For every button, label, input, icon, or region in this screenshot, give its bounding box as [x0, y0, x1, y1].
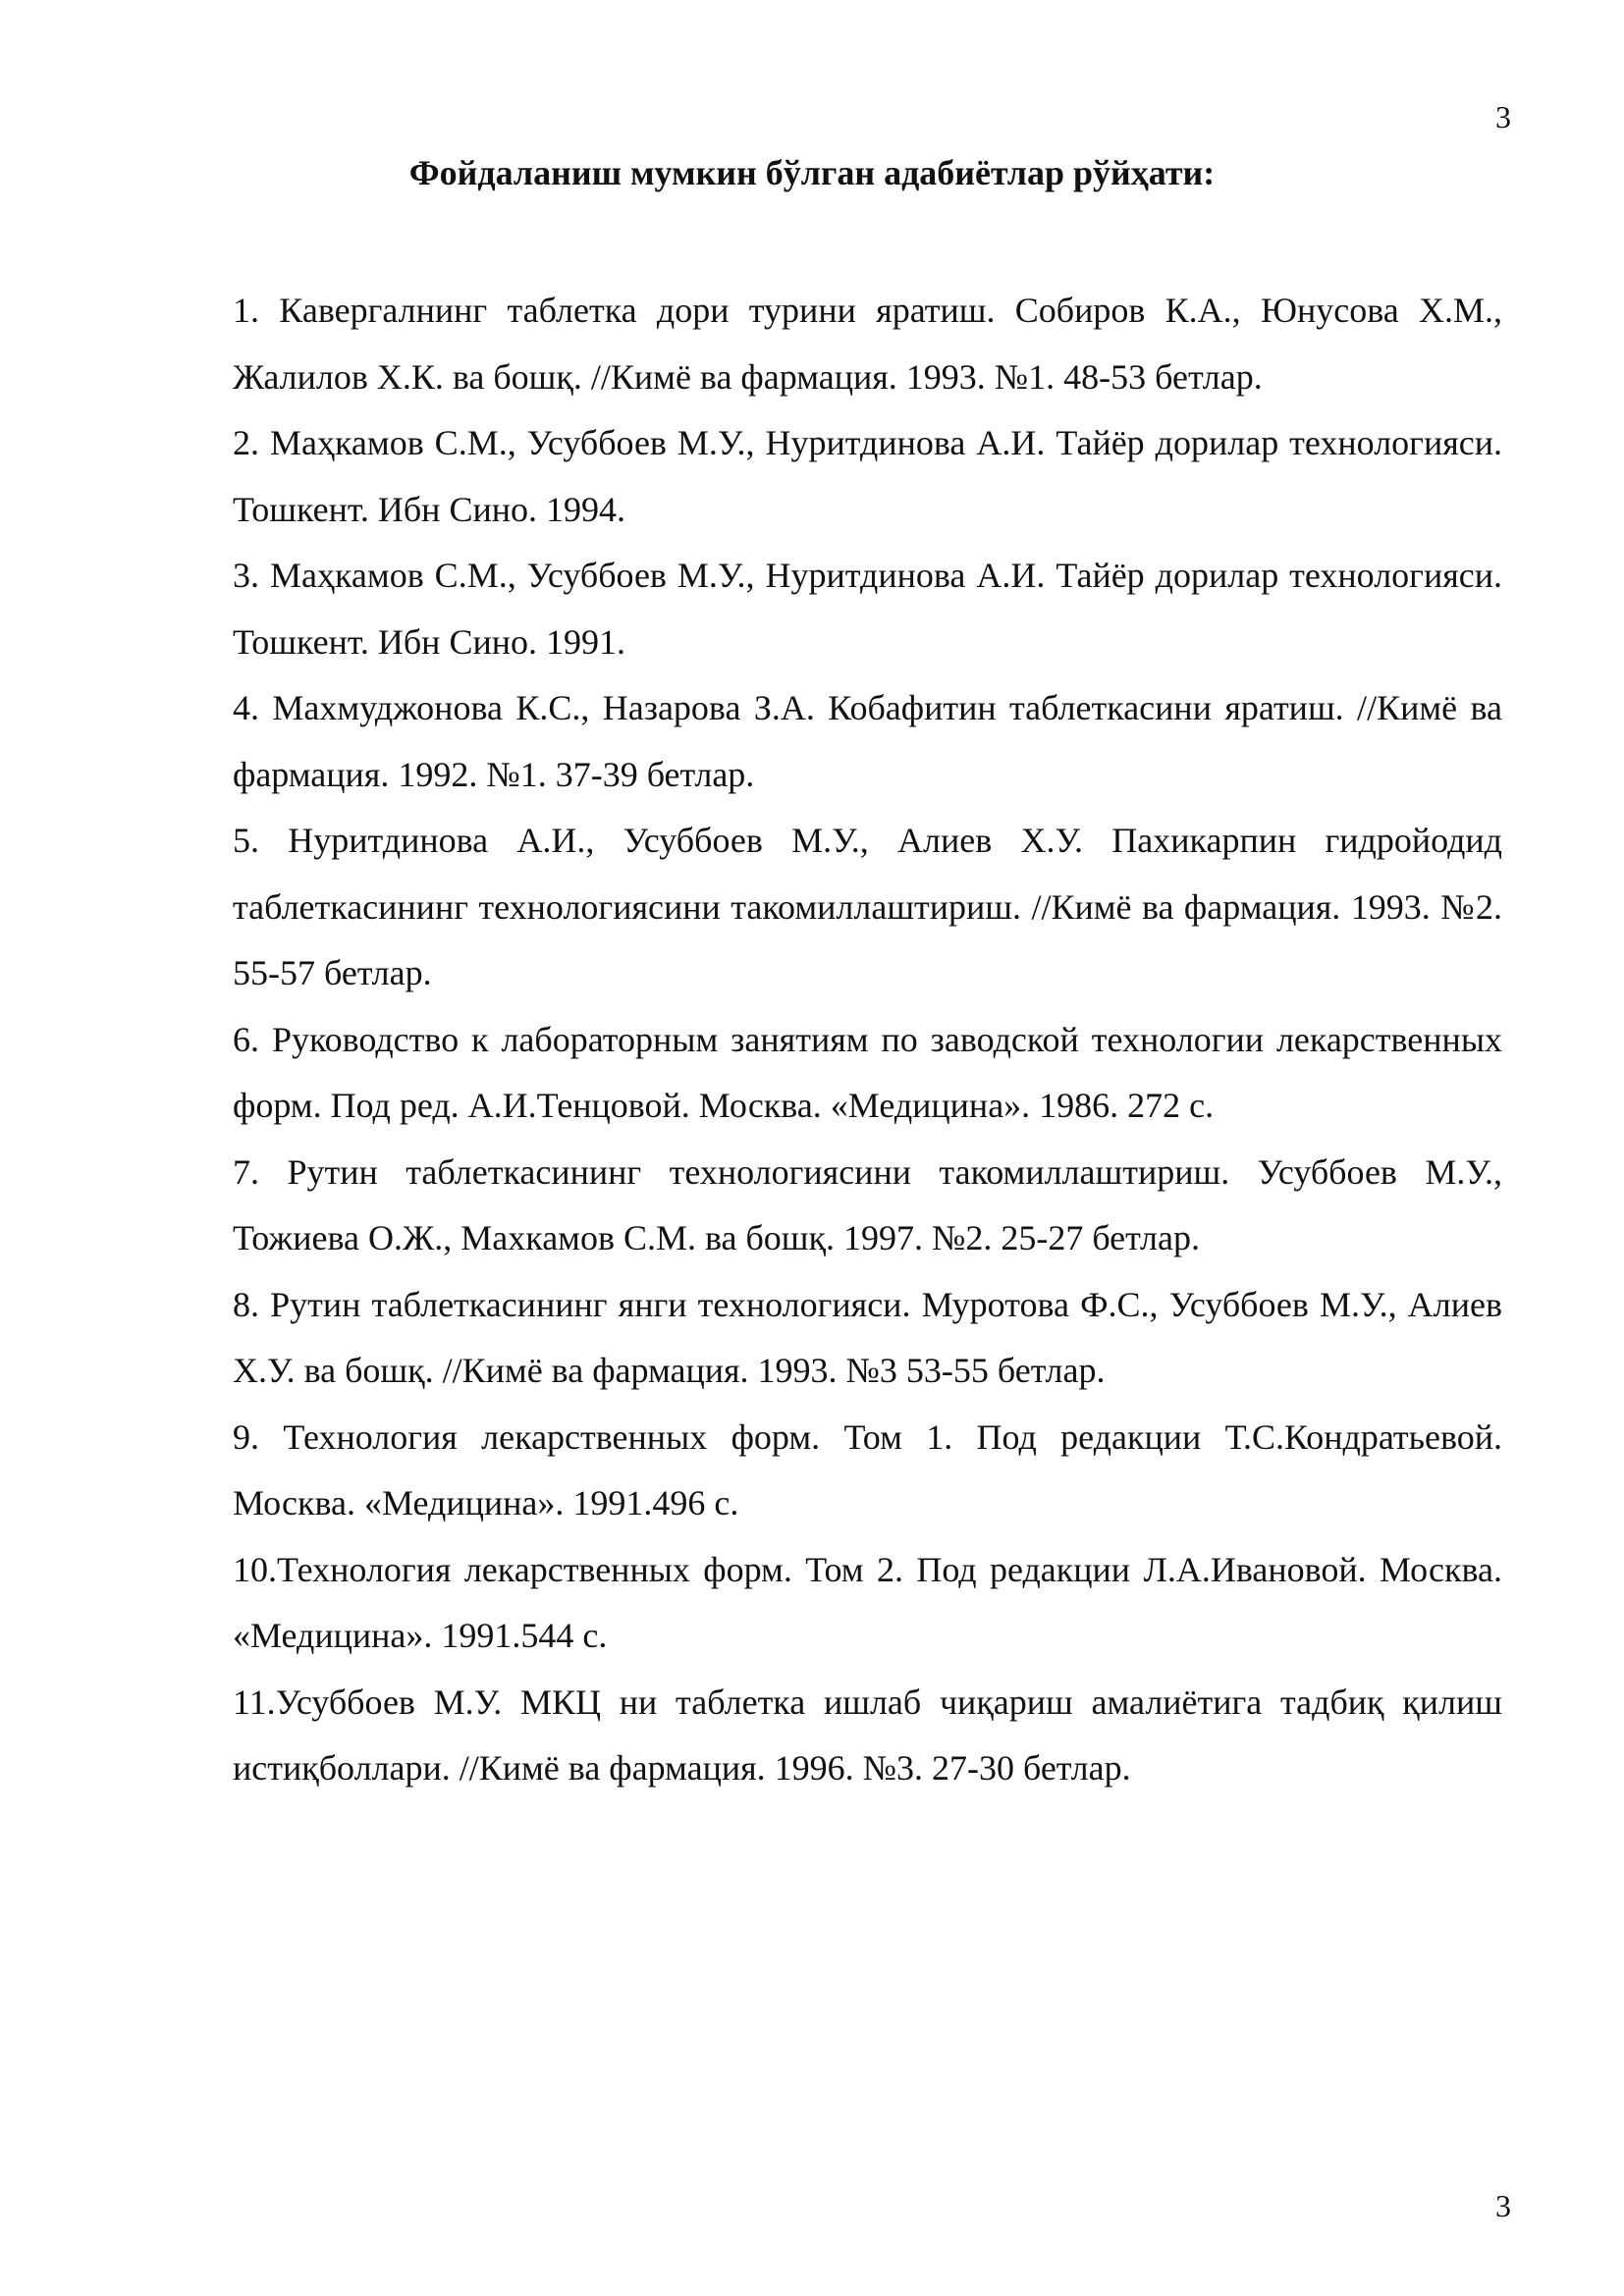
reference-item: [233, 1272, 1502, 1405]
reference-text: Усуббоев М.У. МКЦ ни таблетка ишлаб чиқариш амалиётига тадбиқ қилиш истиқболлари. //Кимё ва фармация. 1996. №3. 27-30 бетлар.: [233, 1682, 1502, 1788]
reference-text: Махмуджонова К.С., Назарова З.А. Кобафитин таблеткасини яратиш. //Кимё ва фармация. 1992. №1. 37-39 бетлар.: [233, 688, 1502, 794]
reference-item: [233, 543, 1502, 675]
reference-number: 3.: [233, 556, 270, 595]
reference-number: 1.: [233, 291, 280, 330]
reference-number: 5.: [233, 821, 289, 860]
reference-text: Маҳкамов С.М., Усуббоев М.У., Нуритдинова А.И. Тайёр дорилар технологияси. Тошкент. Ибн Сино. 1991.: [233, 556, 1503, 662]
reference-text: Рутин таблеткасининг технологиясини такомиллаштириш. Усуббоев М.У., Тожиева О.Ж., Махкамов С.М. ва бошқ. 1997. №2. 25-27 бетлар.: [233, 1151, 1502, 1257]
reference-number: 6.: [233, 1019, 272, 1059]
page-number-bottom: 3: [1495, 2188, 1511, 2223]
reference-text: Технология лекарственных форм. Том 1. Под редакции Т.С.Кондратьевой. Москва. «Медицина». 1991.496 с.: [233, 1416, 1503, 1522]
reference-item: [233, 410, 1502, 543]
reference-number: 9.: [233, 1416, 284, 1457]
reference-number: 11.: [233, 1682, 276, 1722]
page-title: Фойдаланиш мумкин бўлган адабиётлар рўйҳати:: [408, 153, 1216, 192]
reference-item: [233, 1007, 1502, 1140]
reference-text: Руководство к лабораторным занятиям по заводской технологии лекарственных форм. Под ред. А.И.Тенцовой. Москва. «Медицина». 1986. 272 с.: [233, 1019, 1502, 1125]
page-number-top: 3: [1495, 99, 1511, 134]
reference-text: Технология лекарственных форм. Том 2. Под редакции Л.А.Ивановой. Москва. «Медицина». 1991.544 с.: [233, 1549, 1502, 1655]
reference-text: Кавергалнинг таблетка дори турини яратиш. Собиров К.А., Юнусова Х.М., Жалилов Х.К. ва бошқ. //Кимё ва фармация. 1993. №1. 48-53 бетлар.: [233, 291, 1503, 397]
reference-list: [233, 278, 1502, 1802]
reference-number: 10.: [233, 1549, 277, 1589]
reference-number: 8.: [233, 1284, 271, 1324]
reference-item: [233, 1405, 1502, 1537]
reference-item: [233, 675, 1502, 808]
reference-text: Маҳкамов С.М., Усуббоев М.У., Нуритдинова А.И. Тайёр дорилар технологияси. Тошкент. Ибн Сино. 1994.: [233, 423, 1503, 529]
reference-item: [233, 1140, 1502, 1272]
reference-item: [233, 278, 1502, 410]
reference-number: 4.: [233, 688, 273, 727]
reference-text: Нуритдинова А.И., Усуббоев М.У., Алиев Х.У. Пахикарпин гидройодид таблеткасининг технологиясини такомиллаштириш. //Кимё ва фармация. 1993. №2. 55-57 бетлар.: [233, 821, 1502, 992]
reference-item: [233, 808, 1502, 1007]
reference-number: 2.: [233, 423, 270, 462]
reference-item: [233, 1670, 1502, 1802]
reference-text: Рутин таблеткасининг янги технологияси. Муротова Ф.С., Усуббоев М.У., Алиев Х.У. ва бошқ. //Кимё ва фармация. 1993. №3 53-55 бетлар.: [233, 1284, 1502, 1390]
reference-item: [233, 1537, 1502, 1670]
reference-number: 7.: [233, 1151, 288, 1192]
